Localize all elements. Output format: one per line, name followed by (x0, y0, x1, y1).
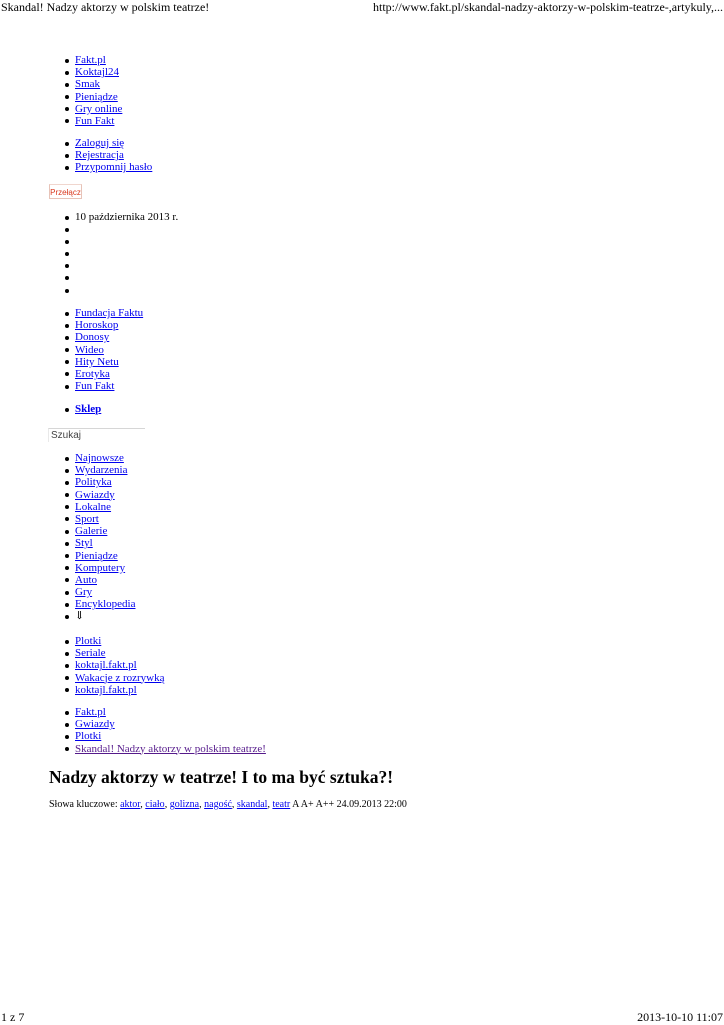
nav-link-pieniadze-2[interactable]: Pieniądze (75, 549, 118, 562)
list-item (75, 537, 135, 549)
list-item (75, 380, 143, 392)
print-header-url: http://www.fakt.pl/skandal-nadzy-aktorzy-w-polskim-teatrze-,artykuly,... (373, 0, 723, 14)
list-item (75, 260, 178, 272)
list-item (75, 476, 135, 488)
list-item (75, 647, 165, 659)
nav-link-sport[interactable]: Sport (75, 512, 99, 525)
sites-nav (75, 54, 122, 127)
list-item (75, 550, 135, 562)
list-item (75, 659, 165, 671)
list-item (75, 331, 143, 343)
nav-link-smak[interactable]: Smak (75, 78, 101, 91)
list-item (75, 672, 165, 684)
keywords-label: Słowa kluczowe: (49, 799, 118, 810)
list-item (75, 356, 143, 368)
article-date: 24.09.2013 22:00 (336, 799, 407, 810)
list-item (75, 319, 143, 331)
list-item (75, 368, 143, 380)
nav-link-gwiazdy[interactable]: Gwiazdy (75, 488, 115, 501)
nav-link-donosy[interactable]: Donosy (75, 331, 110, 344)
nav-link-komputery[interactable]: Komputery (75, 561, 126, 574)
list-item (75, 223, 178, 235)
list-item (75, 464, 135, 476)
list-item (75, 489, 135, 501)
search-input[interactable] (48, 428, 145, 442)
nav-link-lokalne[interactable]: Lokalne (75, 500, 112, 513)
list-item (75, 574, 135, 586)
breadcrumb-link-gwiazdy[interactable]: Gwiazdy (75, 718, 115, 731)
nav-link-gry-online[interactable]: Gry online (75, 102, 123, 115)
nav-link-horoskop[interactable]: Horoskop (75, 319, 119, 332)
nav-link-fun-fakt[interactable]: Fun Fakt (75, 114, 115, 127)
date-list (75, 211, 178, 296)
list-item (75, 54, 122, 66)
list-item (75, 149, 152, 161)
article-title: Nadzy aktorzy w teatrze! I to ma być sztuka?! (49, 767, 394, 787)
list-item (75, 115, 122, 127)
more-arrow-icon[interactable]: ⇓ (75, 610, 85, 623)
list-item (75, 513, 135, 525)
breadcrumb-link-plotki[interactable]: Plotki (75, 730, 102, 743)
nav-link-hity-netu[interactable]: Hity Netu (75, 355, 119, 368)
nav-link-styl[interactable]: Styl (75, 537, 93, 550)
breadcrumb-item (75, 718, 266, 730)
nav-link-wydarzenia[interactable]: Wydarzenia (75, 464, 128, 477)
keyword-link[interactable]: ciało (145, 799, 165, 810)
keyword-link[interactable]: nagość (204, 799, 232, 810)
breadcrumb-item (75, 706, 266, 718)
list-item (75, 284, 178, 296)
nav-link-najnowsze[interactable]: Najnowsze (75, 452, 124, 464)
font-size-controls[interactable]: A A+ A++ (292, 799, 335, 810)
breadcrumb-item (75, 730, 266, 742)
keyword-link[interactable]: aktor (120, 799, 141, 810)
breadcrumb-link-faktpl[interactable]: Fakt.pl (75, 706, 106, 718)
list-item (75, 598, 135, 610)
list-item (75, 137, 152, 149)
list-item (75, 525, 135, 537)
services-nav (75, 307, 143, 392)
list-item (75, 684, 165, 696)
breadcrumb-item (75, 743, 266, 755)
account-nav (75, 137, 152, 174)
sub-nav (75, 635, 165, 696)
print-datetime: 2013-10-10 11:07 (637, 1010, 723, 1024)
list-item (75, 403, 101, 415)
keyword-link[interactable]: golizna (169, 799, 200, 810)
nav-link-encyklopedia[interactable]: Encyklopedia (75, 598, 136, 611)
list-item (75, 66, 122, 78)
nav-link-koktajl-2[interactable]: koktajl.fakt.pl (75, 683, 137, 696)
nav-link-pieniadze[interactable]: Pieniądze (75, 90, 118, 103)
list-item (75, 307, 143, 319)
date-item: 10 października 2013 r. (75, 211, 179, 223)
keyword-link[interactable]: teatr (272, 799, 291, 810)
main-nav (75, 452, 135, 623)
breadcrumb-link-current[interactable]: Skandal! Nadzy aktorzy w polskim teatrze! (75, 742, 266, 755)
nav-link-auto[interactable]: Auto (75, 573, 97, 586)
shop-link[interactable]: Sklep (75, 403, 102, 415)
nav-link-gry[interactable]: Gry (75, 586, 93, 599)
print-header-title: Skandal! Nadzy aktorzy w polskim teatrze! (1, 0, 210, 14)
nav-link-seriale[interactable]: Seriale (75, 647, 106, 660)
list-item (75, 91, 122, 103)
login-link[interactable]: Zaloguj się (75, 137, 125, 149)
register-link[interactable]: Rejestracja (75, 149, 124, 162)
list-item (75, 562, 135, 574)
list-item (75, 610, 135, 622)
nav-link-fun-fakt-2[interactable]: Fun Fakt (75, 380, 115, 393)
list-item (75, 344, 143, 356)
list-item (75, 452, 135, 464)
article-meta: Słowa kluczowe: aktor, ciało, golizna, nagość, skandal, teatr A A+ A++ 24.09.2013 22:00 (49, 799, 407, 810)
list-item (75, 635, 165, 647)
nav-link-wakacje[interactable]: Wakacje z rozrywką (75, 671, 165, 684)
nav-link-galerie[interactable]: Galerie (75, 525, 108, 538)
nav-link-erotyka[interactable]: Erotyka (75, 367, 110, 380)
keyword-link[interactable]: skandal (236, 799, 268, 810)
nav-link-koktajl[interactable]: koktajl.fakt.pl (75, 659, 137, 672)
switch-button[interactable]: Przełącz (49, 184, 82, 199)
list-item (75, 235, 178, 247)
list-item (75, 501, 135, 513)
nav-link-wideo[interactable]: Wideo (75, 343, 104, 356)
breadcrumb (75, 706, 266, 755)
list-item (75, 78, 122, 90)
nav-link-polityka[interactable]: Polityka (75, 476, 112, 489)
list-item (75, 161, 152, 173)
nav-link-faktpl[interactable]: Fakt.pl (75, 54, 106, 66)
nav-link-koktajl24[interactable]: Koktajl24 (75, 66, 119, 79)
nav-link-fundacja-faktu[interactable]: Fundacja Faktu (75, 307, 144, 319)
list-item (75, 586, 135, 598)
list-item (75, 103, 122, 115)
print-page-number: 1 z 7 (1, 1010, 25, 1024)
nav-link-plotki[interactable]: Plotki (75, 635, 102, 647)
list-item (75, 272, 178, 284)
remind-password-link[interactable]: Przypomnij hasło (75, 161, 153, 174)
list-item (75, 248, 178, 260)
shop-nav (75, 403, 101, 415)
